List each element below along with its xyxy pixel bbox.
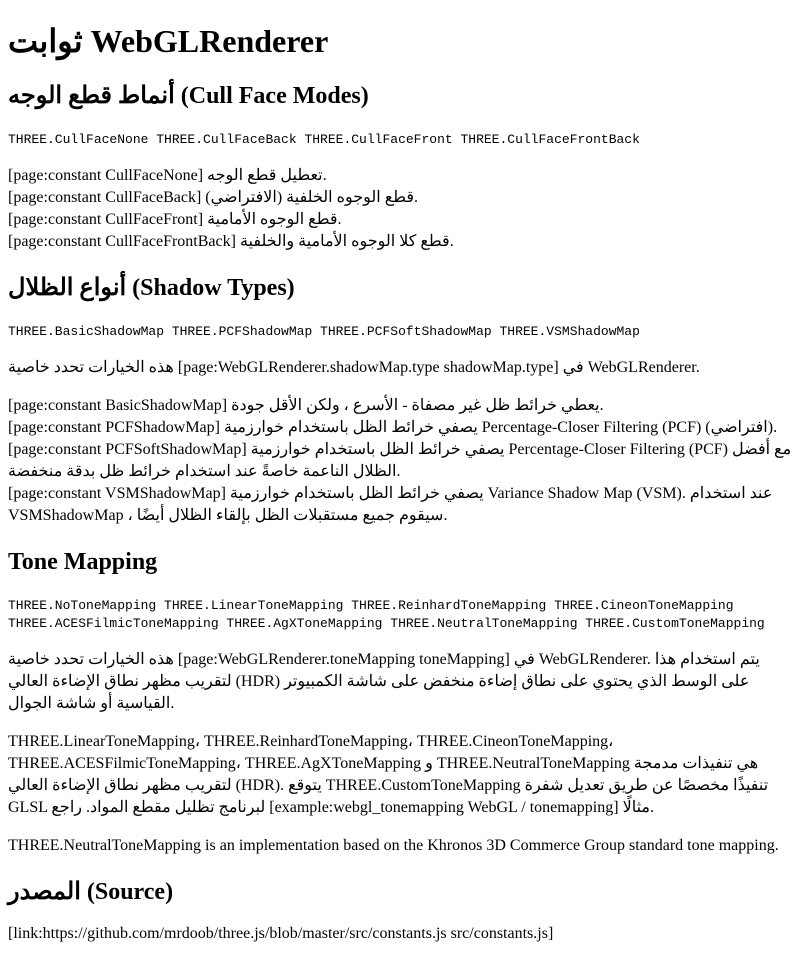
shadow-type-item: [page:constant PCFShadowMap] يصفي خرائط الظل باستخدام خوارزمية Percentage-Closer Filtering (PCF) (افتراضي). <box>8 419 778 436</box>
cull-face-item: [page:constant CullFaceFrontBack] قطع كلا الوجوه الأمامية والخلفية. <box>8 233 454 250</box>
source-section <box>8 877 792 945</box>
shadow-types-section <box>8 273 792 527</box>
tone-mapping-paragraph: THREE.LinearToneMapping، THREE.ReinhardToneMapping، THREE.CineonToneMapping، THREE.ACESFilmicToneMapping، THREE.AgXToneMapping و THREE.NeutralToneMapping هي تنفيذات مدمجة لتقريب مظهر نطاق الإضاءة العالي (HDR). يتوقع THREE.CustomToneMapping تنفيذًا مخصصًا عن طريق تعديل شفرة GLSL لبرنامج تظليل مقطع المواد. راجع [example:webgl_tonemapping WebGL / tonemapping] مثالًا. <box>8 733 769 816</box>
page-title: ثوابت WebGLRenderer <box>8 23 329 59</box>
tone-mapping-code: THREE.NoToneMapping THREE.LinearToneMapping THREE.ReinhardToneMapping THREE.CineonToneMapping THREE.ACESFilmicToneMapping THREE.AgXToneMapping THREE.NeutralToneMapping THREE.CustomToneMapping <box>8 598 765 631</box>
cull-face-item: [page:constant CullFaceNone] تعطيل قطع الوجه. <box>8 167 327 184</box>
shadow-type-item: [page:constant PCFSoftShadowMap] يصفي خرائط الظل باستخدام خوارزمية Percentage-Closer Filtering (PCF) مع أفضل الظلال الناعمة خاصةً عند استخدام خرائط ظل بدقة منخفضة. <box>8 441 792 480</box>
source-link[interactable]: [link:https://github.com/mrdoob/three.js/blob/master/src/constants.js src/constants.js] <box>8 925 554 942</box>
cull-face-item: [page:constant CullFaceFront] قطع الوجوه الأمامية. <box>8 211 342 228</box>
tone-mapping-paragraph: هذه الخيارات تحدد خاصية [page:WebGLRenderer.toneMapping toneMapping] في WebGLRenderer. يتم استخدام هذا لتقريب مظهر نطاق الإضاءة العالي (HDR) على الوسط الذي يحتوي على نطاق إضاءة منخفض على شاشة الكمبيوتر القياسية أو شاشة الجوال. <box>8 651 760 712</box>
cull-face-list <box>8 165 792 253</box>
shadow-types-code: THREE.BasicShadowMap THREE.PCFShadowMap THREE.PCFSoftShadowMap THREE.VSMShadowMap <box>8 324 640 339</box>
source-heading: المصدر (Source) <box>8 879 174 905</box>
shadow-types-intro: هذه الخيارات تحدد خاصية [page:WebGLRenderer.shadowMap.type shadowMap.type] في WebGLRenderer. <box>8 359 700 376</box>
tone-mapping-heading: Tone Mapping <box>8 549 158 575</box>
cull-face-heading: أنماط قطع الوجه (Cull Face Modes) <box>8 83 369 109</box>
document <box>0 21 800 945</box>
cull-face-item: [page:constant CullFaceBack] قطع الوجوه الخلفية (الافتراضي). <box>8 189 419 206</box>
shadow-type-item: [page:constant BasicShadowMap] يعطي خرائط ظل غير مصفاة - الأسرع ، ولكن الأقل جودة. <box>8 397 604 414</box>
cull-face-code: THREE.CullFaceNone THREE.CullFaceBack THREE.CullFaceFront THREE.CullFaceFrontBack <box>8 132 640 147</box>
shadow-types-heading: أنواع الظلال (Shadow Types) <box>8 275 295 301</box>
tone-mapping-paragraph: THREE.NeutralToneMapping is an implementation based on the Khronos 3D Commerce Group standard tone mapping. <box>8 837 779 854</box>
shadow-types-list <box>8 395 792 527</box>
cull-face-section <box>8 81 792 253</box>
shadow-type-item: [page:constant VSMShadowMap] يصفي خرائط الظل باستخدام خوارزمية Variance Shadow Map (VSM). عند استخدام VSMShadowMap ، سيقوم جميع مستقبلات الظل بإلقاء الظلال أيضًا. <box>8 485 773 524</box>
tone-mapping-section <box>8 547 792 857</box>
